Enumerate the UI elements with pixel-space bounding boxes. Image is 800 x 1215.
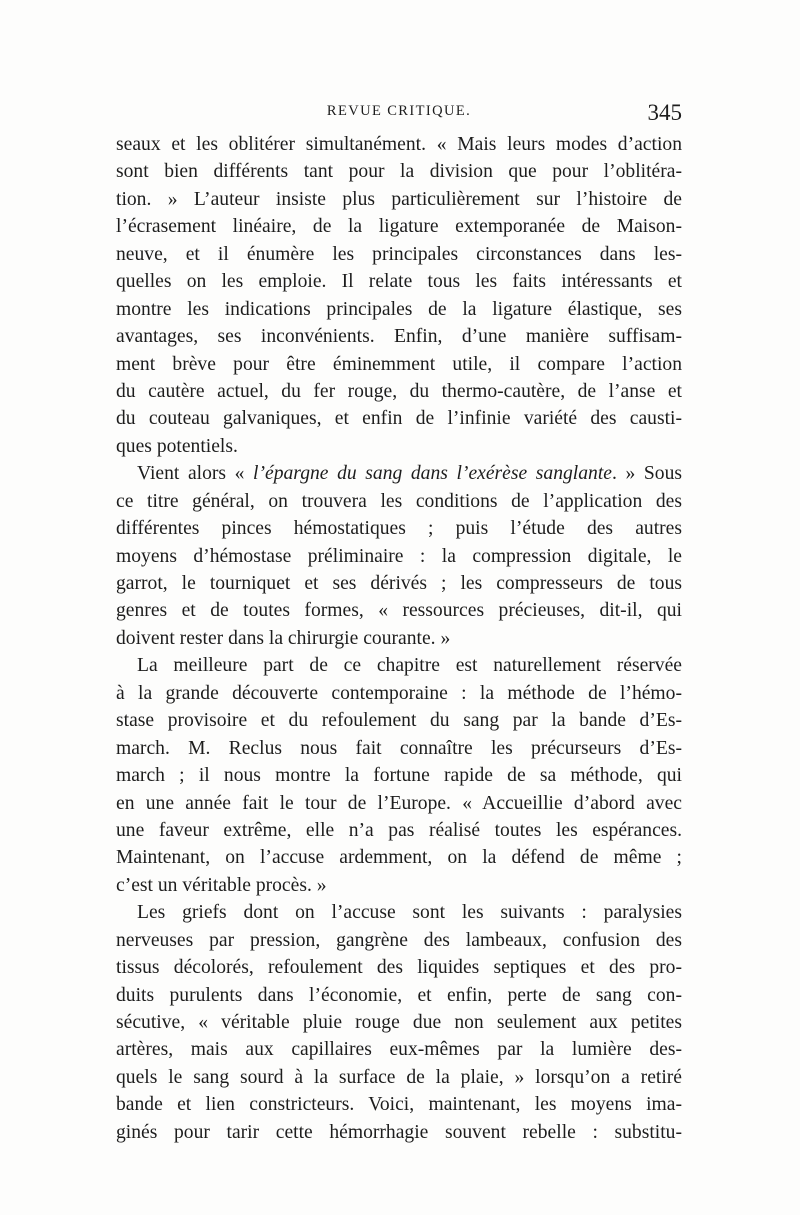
text-line: stase provisoire et du refoulement du sang par la bande d’Es- bbox=[116, 710, 682, 732]
text-line: Maintenant, on l’accuse ardemment, on la défend de même ; bbox=[116, 847, 682, 869]
text-line: différentes pinces hémostatiques ; puis l’étude des autres bbox=[116, 518, 682, 540]
text-line: ques potentiels. bbox=[116, 435, 238, 457]
text-line: sécutive, « véritable pluie rouge due non seulement aux petites bbox=[116, 1012, 682, 1033]
text-line: tion. » L’auteur insiste plus particulièrement sur l’histoire de bbox=[116, 188, 682, 210]
text-line: garrot, le tourniquet et ses dérivés ; les compresseurs de tous bbox=[116, 573, 682, 594]
text-line: neuve, et il énumère les principales circonstances dans les- bbox=[116, 243, 682, 265]
text-line: doivent rester dans la chirurgie courante. » bbox=[116, 627, 451, 649]
text-line: du cautère actuel, du fer rouge, du thermo-cautère, de l’anse et bbox=[116, 380, 682, 402]
italic-title: l’épargne du sang dans l’exérèse sanglante bbox=[253, 463, 612, 485]
text-line: nerveuses par pression, gangrène des lambeaux, confusion des bbox=[116, 929, 682, 951]
text-line: seaux et les oblitérer simultanément. « Mais leurs modes d’action bbox=[116, 134, 682, 155]
text-line: une faveur extrême, elle n’a pas réalisé toutes les espérances. bbox=[116, 819, 682, 841]
text-line: c’est un véritable procès. » bbox=[116, 874, 327, 896]
text-line: moyens d’hémostase préliminaire : la compression digitale, le bbox=[116, 545, 682, 567]
text-line: à la grande découverte contemporaine : la méthode de l’hémo- bbox=[116, 682, 682, 704]
text-line: l’écrasement linéaire, de la ligature extemporanée de Maison- bbox=[116, 216, 682, 238]
text-run: Vient alors « bbox=[137, 463, 254, 485]
text-line: avantages, ses inconvénients. Enfin, d’une manière suffisam- bbox=[116, 326, 682, 348]
running-title: REVUE CRITIQUE. bbox=[326, 103, 472, 119]
running-head bbox=[116, 101, 682, 127]
text-line: Les griefs dont on l’accuse sont les suivants : paralysies bbox=[137, 902, 682, 924]
text-line-with-italic bbox=[116, 460, 682, 487]
text-line: La meilleure part de ce chapitre est naturellement réservée bbox=[137, 655, 682, 677]
page-number: 345 bbox=[647, 100, 682, 125]
text-line: duits purulents dans l’économie, et enfin, perte de sang con- bbox=[116, 984, 682, 1006]
text-line: ment brève pour être éminemment utile, il compare l’action bbox=[116, 353, 682, 375]
text-line: genres et de toutes formes, « ressources précieuses, dit-il, qui bbox=[116, 600, 682, 622]
text-line: artères, mais aux capillaires eux-mêmes par la lumière des- bbox=[116, 1039, 682, 1061]
text-line: bande et lien constricteurs. Voici, maintenant, les moyens ima- bbox=[116, 1094, 682, 1116]
text-run: . » Sous bbox=[611, 463, 682, 485]
text-line: ginés pour tarir cette hémorrhagie souvent rebelle : substitu- bbox=[116, 1121, 682, 1143]
text-line: march ; il nous montre la fortune rapide de sa méthode, qui bbox=[116, 765, 682, 787]
text-line: quels le sang sourd à la surface de la plaie, » lorsqu’on a retiré bbox=[116, 1066, 682, 1088]
text-line: march. M. Reclus nous fait connaître les précurseurs d’Es- bbox=[116, 737, 682, 759]
text-line: du couteau galvaniques, et enfin de l’infinie variété des causti- bbox=[116, 408, 682, 430]
text-line: en une année fait le tour de l’Europe. « Accueillie d’abord avec bbox=[116, 792, 682, 814]
body-text bbox=[116, 131, 682, 1146]
text-line: montre les indications principales de la ligature élastique, ses bbox=[116, 298, 682, 320]
text-line: sont bien différents tant pour la division que pour l’oblitéra- bbox=[116, 161, 682, 183]
text-line: tissus décolorés, refoulement des liquides septiques et des pro- bbox=[116, 957, 682, 979]
text-line: ce titre général, on trouvera les conditions de l’application des bbox=[116, 490, 682, 512]
text-line: quelles on les emploie. Il relate tous les faits intéressants et bbox=[116, 271, 682, 293]
